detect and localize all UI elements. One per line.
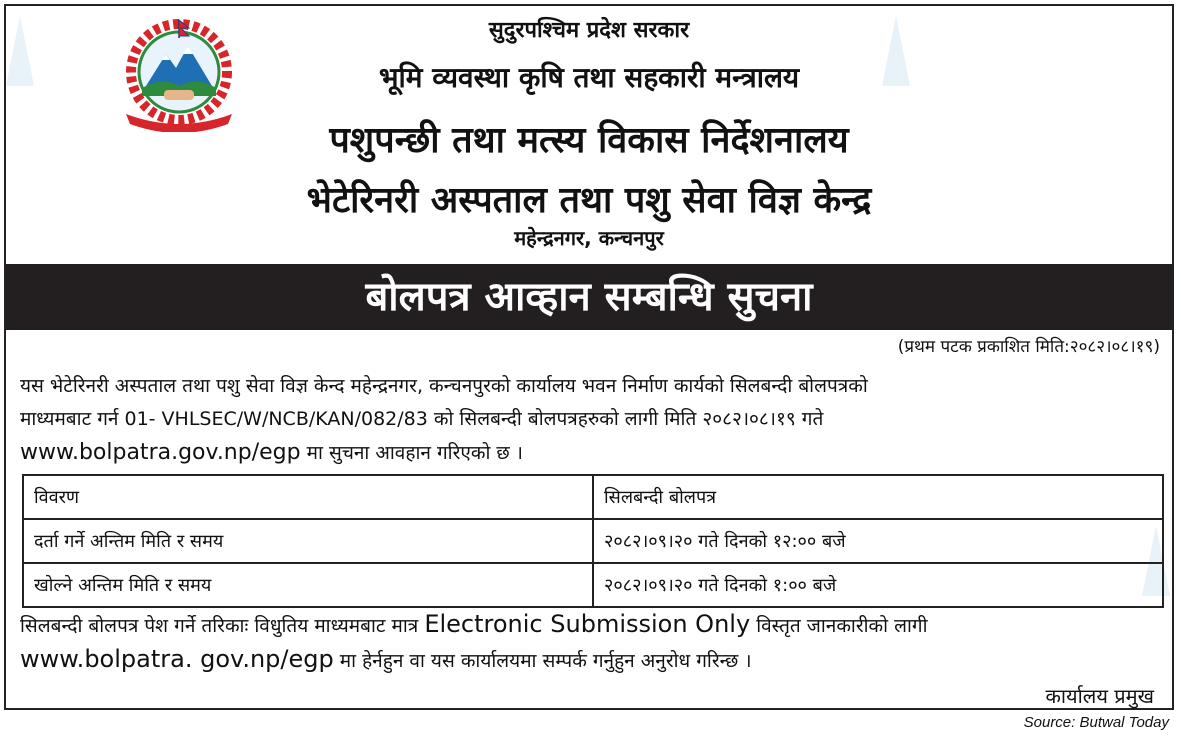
bid-schedule-table — [22, 474, 1164, 608]
intro-paragraph — [20, 370, 1164, 470]
table-cell: खोल्ने अन्तिम मिति र समय — [23, 563, 593, 607]
table-cell: २०८२।०९।२० गते दिनको १२:०० बजे — [593, 519, 1163, 563]
header-line-ministry: भूमि व्यवस्था कृषि तथा सहकारी मन्त्रालय — [378, 61, 800, 94]
header-line-location: महेन्द्रनगर, कन्चनपुर — [514, 226, 664, 250]
egp-link-2[interactable]: www.bolpatra. gov.np/egp — [20, 645, 334, 673]
submission-line-2 — [20, 643, 1164, 678]
intro-line-3-rest: मा सुचना आवहान गरिएको छ । — [300, 442, 523, 464]
electronic-submission-text: Electronic Submission Only — [424, 610, 751, 638]
table-header-row — [23, 475, 1163, 519]
notice-title-banner — [6, 264, 1172, 330]
notice-frame — [4, 4, 1174, 710]
published-date: (प्रथम पटक प्रकाशित मिति:२०८२।०८।१९) — [897, 337, 1160, 357]
submission-paragraph — [20, 608, 1164, 678]
table-row — [23, 563, 1163, 607]
egp-link[interactable]: www.bolpatra.gov.np/egp — [20, 440, 301, 465]
header-line-directorate: पशुपन्छी तथा मत्स्य विकास निर्देशनालय — [329, 120, 849, 161]
submission-line-2-rest: मा हेर्नहुन वा यस कार्यालयमा सम्पर्क गर्नुहुन अनुरोध गरिन्छ । — [333, 650, 752, 672]
intro-line-3 — [20, 436, 1164, 470]
table-row — [23, 519, 1163, 563]
table-cell: दर्ता गर्ने अन्तिम मिति र समय — [23, 519, 593, 563]
office-chief-signoff: कार्यालय प्रमुख — [1045, 684, 1154, 708]
table-cell: २०८२।०९।२० गते दिनको १:०० बजे — [593, 563, 1163, 607]
intro-line-2: माध्यमबाट गर्न 01- VHLSEC/W/NCB/KAN/082/83 को सिलबन्दी बोलपत्रहरुको लागी मिति २०८२।०८।१९ गते — [20, 408, 824, 430]
submission-text-b: विस्तृत जानकारीको लागी — [750, 615, 928, 637]
submission-text-a: सिलबन्दी बोलपत्र पेश गर्ने तरिकाः विधुतिय माध्यमबाट मात्र — [20, 615, 425, 637]
submission-line-1 — [20, 608, 1164, 643]
notice-title: बोलपत्र आव्हान सम्बन्धि सुचना — [365, 274, 813, 320]
table-header-cell: विवरण — [23, 475, 593, 519]
table-header-cell: सिलबन्दी बोलपत्र — [593, 475, 1163, 519]
source-credit: Source: Butwal Today — [1023, 714, 1169, 731]
header-line-office: भेटेरिनरी अस्पताल तथा पशु सेवा विज्ञ केन्द्र — [306, 180, 872, 221]
header-line-province: सुदुरपश्चिम प्रदेश सरकार — [488, 18, 690, 43]
intro-line-1: यस भेटेरिनरी अस्पताल तथा पशु सेवा विज्ञ केन्द महेन्द्रनगर, कन्चनपुरको कार्यालय भवन निर्माण कार्यको सिलबन्दी बोलपत्रको — [20, 375, 868, 397]
